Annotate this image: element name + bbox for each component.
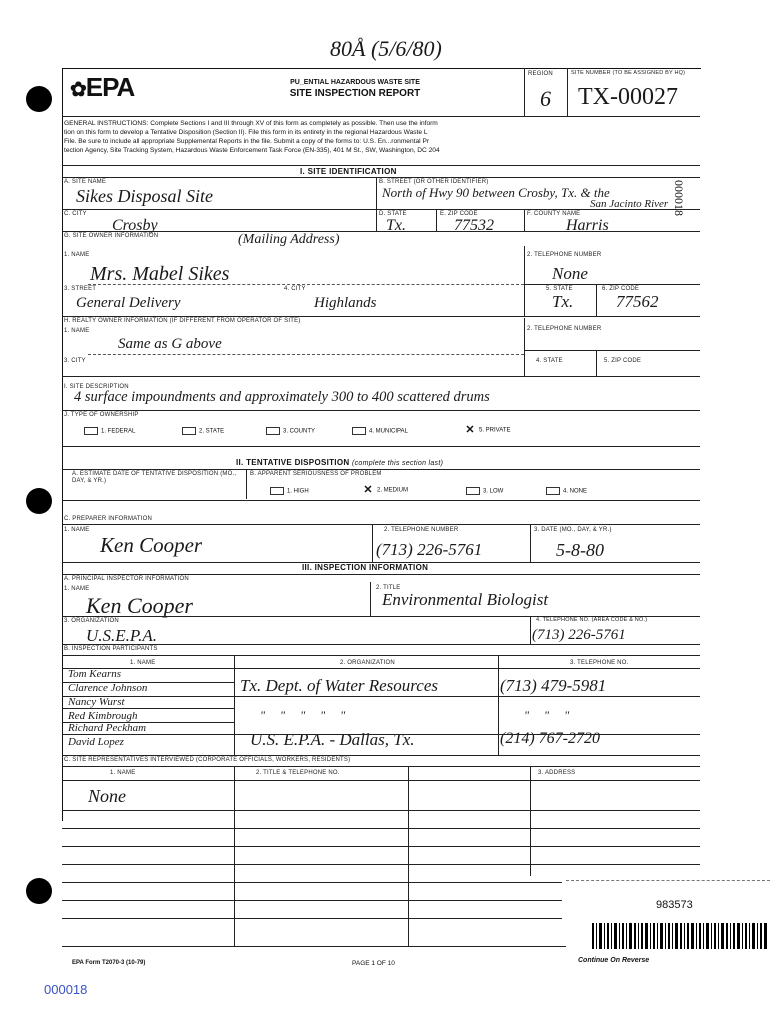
site-name-value: Sikes Disposal Site: [76, 186, 213, 206]
seriousness-high[interactable]: 1. HIGH: [270, 487, 309, 495]
page-stamp: 000018: [44, 982, 88, 997]
checked-x-icon: ✕: [465, 424, 475, 436]
seriousness-low[interactable]: 3. LOW: [466, 487, 503, 495]
street-value-2: San Jacinto River: [590, 198, 669, 210]
side-stamp: 000018: [672, 180, 686, 216]
site-number-label: SITE NUMBER (TO BE ASSIGNED BY HQ): [571, 70, 686, 76]
representative-value: None: [88, 786, 126, 806]
state-value: Tx.: [386, 217, 406, 234]
site-description-value: 4 surface impoundments and approximately 300 to 400 scattered drums: [74, 389, 490, 405]
epa-logo: ✿EPA: [70, 72, 135, 102]
punch-hole: [26, 878, 52, 904]
preparer-tel-value: (713) 226-5761: [376, 540, 483, 559]
city-value: Crosby: [112, 217, 158, 234]
realty-owner-label: H. REALTY OWNER INFORMATION (IF DIFFERENT FROM OPERATOR OF SITE): [64, 318, 301, 324]
barcode-label: [566, 880, 770, 959]
principal-title-value: Environmental Biologist: [382, 590, 549, 609]
form-id: EPA Form T2070-3 (10-79): [72, 960, 146, 966]
principal-tel-value: (713) 226-5761: [532, 627, 626, 643]
ownership-county[interactable]: 3. COUNTY: [266, 427, 315, 435]
preparer-date-value: 5-8-80: [556, 540, 604, 560]
realty-name-value: Same as G above: [118, 336, 222, 352]
page-number: PAGE 1 OF 10: [352, 960, 395, 967]
site-number-value: TX-00027: [578, 84, 678, 110]
preparer-name-value: Ken Cooper: [100, 533, 203, 557]
ownership-municipal[interactable]: 4. MUNICIPAL: [352, 427, 408, 435]
section-1-title: I. SITE IDENTIFICATION: [300, 167, 397, 176]
owner-tel-value: None: [552, 264, 588, 283]
owner-state-value: Tx.: [552, 292, 574, 311]
seriousness-medium[interactable]: ✕ 2. MEDIUM: [363, 484, 409, 496]
ownership-federal[interactable]: 1. FEDERAL: [84, 427, 135, 435]
barcode-number: 983573: [656, 899, 693, 911]
zip-value: 77532: [454, 217, 494, 234]
general-instructions: GENERAL INSTRUCTIONS: Complete Sections I and III through XV of this form as completely as possible. Then use the inform tion on this form to develop a Tentative Disposition (Section II). File this form in its entirety in the regional Hazardous Waste L File. Be sure to include all appropriate Supplemental Reports in the file. Submit a copy of the forms to: U.S. En...ronmental Pr tection Agency, Site Tracking System, Hazardous Waste Enforcement Task Force (EN-335), 401 M St., SW, Washington, DC 204: [64, 120, 440, 154]
principal-name-value: Ken Cooper: [86, 593, 193, 618]
seriousness-none[interactable]: 4. NONE: [546, 487, 587, 495]
handwritten-note: 80Å (5/6/80): [330, 36, 442, 61]
section-3-title: III. INSPECTION INFORMATION: [302, 563, 429, 572]
principal-org-value: U.S.E.P.A.: [86, 626, 157, 645]
section-2-title: II. TENTATIVE DISPOSITION (complete this section last): [236, 458, 444, 467]
ownership-state[interactable]: 2. STATE: [182, 427, 224, 435]
epa-logo-icon: ✿: [70, 79, 86, 101]
owner-city-value: Highlands: [314, 295, 377, 311]
region-label: REGION: [528, 71, 553, 77]
punch-hole: [26, 86, 52, 112]
owner-street-value: General Delivery: [76, 295, 181, 311]
barcode-icon: [592, 923, 768, 949]
checked-x-icon: ✕: [363, 484, 373, 496]
ownership-private[interactable]: ✕ 5. PRIVATE: [465, 424, 511, 436]
street-value: North of Hwy 90 between Crosby, Tx. & the: [382, 185, 610, 200]
owner-zip-value: 77562: [616, 292, 659, 311]
region-value: 6: [540, 86, 551, 111]
owner-name-value: Mrs. Mabel Sikes: [90, 263, 230, 285]
form-title: PU_ENTIAL HAZARDOUS WASTE SITE SITE INSPECTION REPORT: [289, 79, 421, 99]
continue-note: Continue On Reverse: [578, 957, 650, 964]
site-owner-label: G. SITE OWNER INFORMATION: [64, 233, 159, 239]
county-value: Harris: [566, 217, 609, 234]
punch-hole: [26, 488, 52, 514]
owner-note: (Mailing Address): [238, 232, 340, 247]
